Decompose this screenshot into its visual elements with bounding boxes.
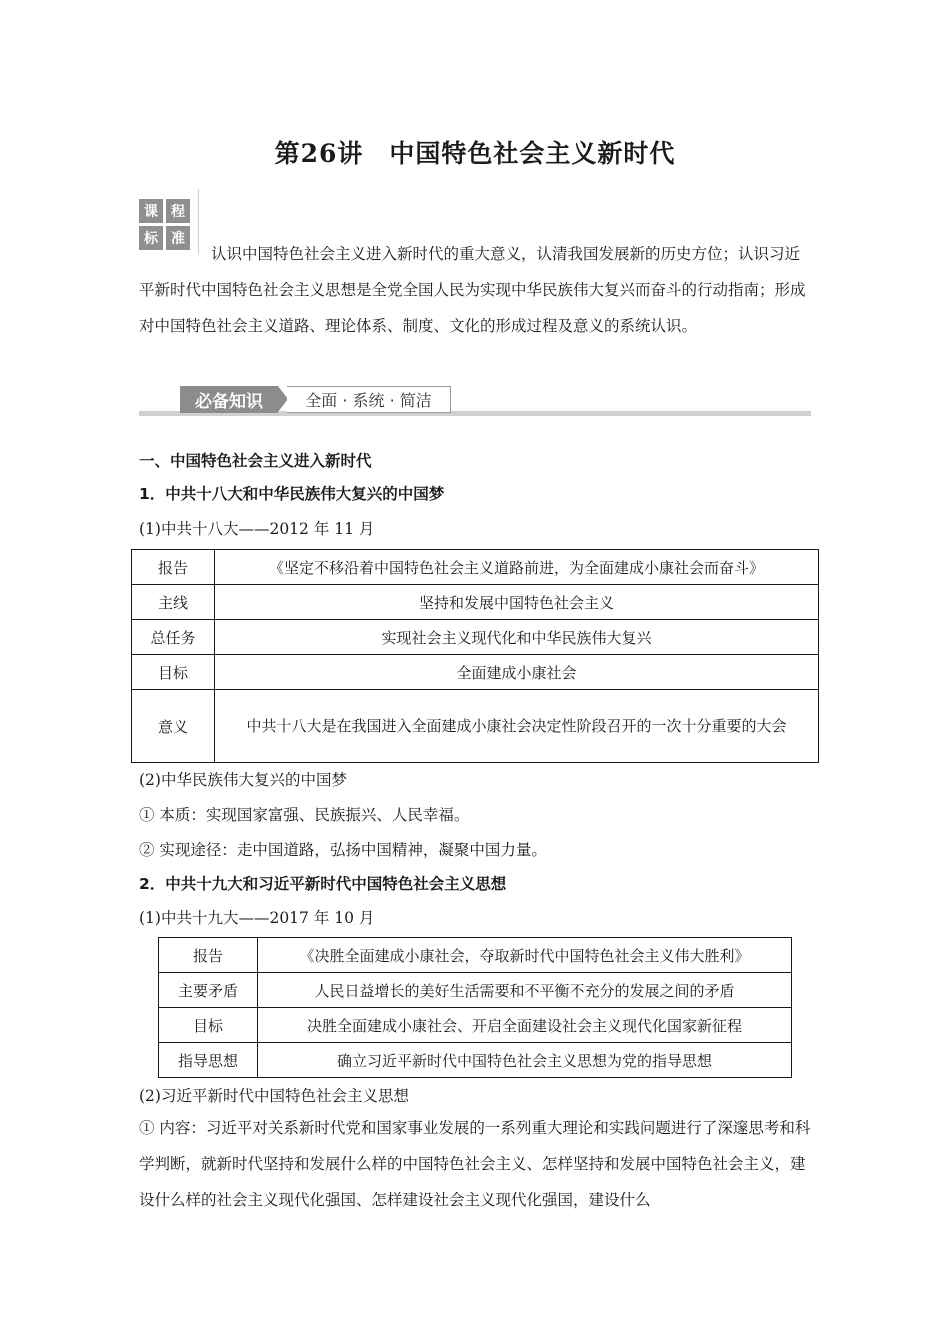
item-heading: (1)中共十八大——2012 年 11 月 xyxy=(139,520,375,538)
table-key: 主线 xyxy=(132,585,215,620)
banner-tag-light: 全面 · 系统 · 简洁 xyxy=(287,386,451,413)
page-title: 第26讲 中国特色社会主义新时代 xyxy=(274,139,676,168)
table-row xyxy=(132,655,819,690)
table-row xyxy=(159,1043,792,1078)
table-row xyxy=(132,620,819,655)
table-19th-congress xyxy=(158,937,792,1078)
table-key: 总任务 xyxy=(132,620,215,655)
table-key: 意义 xyxy=(132,690,215,763)
item-heading: (1)中共十九大——2017 年 10 月 xyxy=(139,909,375,927)
subsection-heading: 1．中共十八大和中华民族伟大复兴的中国梦 xyxy=(139,485,445,503)
table-row xyxy=(159,1008,792,1043)
intro-paragraph xyxy=(139,236,811,344)
item-heading: (2)中华民族伟大复兴的中国梦 xyxy=(139,771,347,789)
point-path: ② 实现途径：走中国道路，弘扬中国精神，凝聚中国力量。 xyxy=(139,841,547,859)
table-key: 指导思想 xyxy=(159,1043,258,1078)
item-heading: (2)习近平新时代中国特色社会主义思想 xyxy=(139,1087,409,1105)
table-key: 目标 xyxy=(159,1008,258,1043)
table-value: 决胜全面建成小康社会、开启全面建设社会主义现代化国家新征程 xyxy=(258,1008,792,1043)
subsection-heading: 2．中共十九大和习近平新时代中国特色社会主义思想 xyxy=(139,875,507,893)
table-value: 《决胜全面建成小康社会，夺取新时代中国特色社会主义伟大胜利》 xyxy=(258,938,792,973)
badge-char: 准 xyxy=(166,226,190,250)
section-heading: 一、中国特色社会主义进入新时代 xyxy=(139,452,372,470)
table-18th-congress xyxy=(131,549,819,763)
banner-tag-dark: 必备知识 xyxy=(180,386,278,413)
intro-text: 认识中国特色社会主义进入新时代的重大意义，认清我国发展新的历史方位；认识习近平新时代中国特色社会主义思想是全党全国人民为实现中华民族伟大复兴而奋斗的行动指南；形成对中国特色社会主义道路、理论体系、制度、文化的形成过程及意义的系统认识。 xyxy=(139,245,806,335)
table-value: 实现社会主义现代化和中华民族伟大复兴 xyxy=(215,620,819,655)
badge-char: 程 xyxy=(166,199,190,223)
table-row xyxy=(132,690,819,763)
table-value: 坚持和发展中国特色社会主义 xyxy=(215,585,819,620)
table-key: 主要矛盾 xyxy=(159,973,258,1008)
badge-char: 标 xyxy=(139,226,163,250)
table-row xyxy=(159,938,792,973)
table-key: 报告 xyxy=(132,550,215,585)
table-row xyxy=(159,973,792,1008)
table-value: 人民日益增长的美好生活需要和不平衡不充分的发展之间的矛盾 xyxy=(258,973,792,1008)
table-value: 确立习近平新时代中国特色社会主义思想为党的指导思想 xyxy=(258,1043,792,1078)
table-row xyxy=(132,585,819,620)
content-paragraph: ① 内容：习近平对关系新时代党和国家事业发展的一系列重大理论和实践问题进行了深邃思考和科学判断，就新时代坚持和发展什么样的中国特色社会主义、怎样坚持和发展中国特色社会主义，建设什么样的社会主义现代化强国、怎样建设社会主义现代化强国，建设什么 xyxy=(139,1119,811,1209)
table-key: 报告 xyxy=(159,938,258,973)
table-value: 《坚定不移沿着中国特色社会主义道路前进，为全面建成小康社会而奋斗》 xyxy=(215,550,819,585)
table-value: 中共十八大是在我国进入全面建成小康社会决定性阶段召开的一次十分重要的大会 xyxy=(215,690,819,763)
section-banner xyxy=(139,384,811,418)
table-key: 目标 xyxy=(132,655,215,690)
badge-char: 课 xyxy=(139,199,163,223)
table-value: 全面建成小康社会 xyxy=(215,655,819,690)
point-essence: ① 本质：实现国家富强、民族振兴、人民幸福。 xyxy=(139,806,470,824)
table-row xyxy=(132,550,819,585)
